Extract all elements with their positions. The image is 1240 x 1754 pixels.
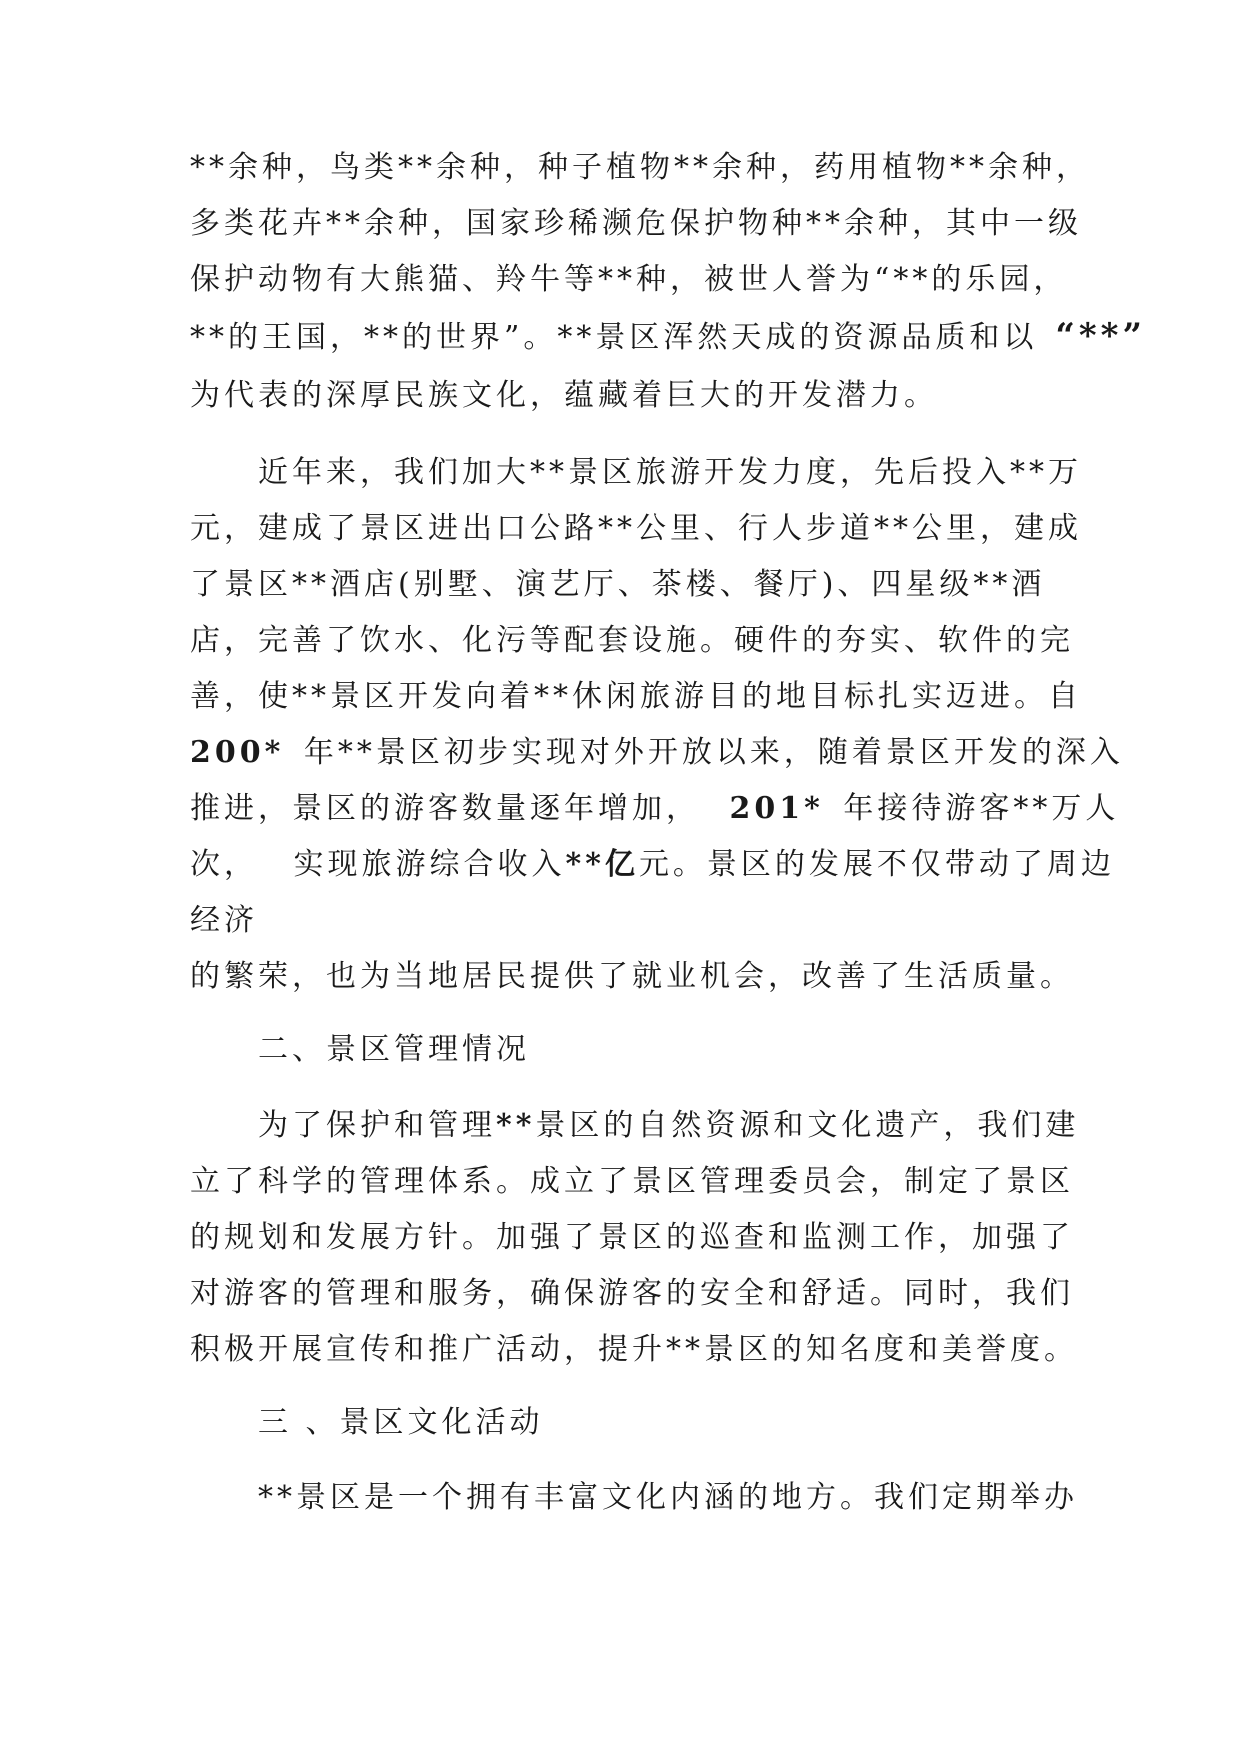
paragraph-line: 元，建成了景区进出口公路**公里、行人步道**公里，建成 (190, 511, 1082, 546)
paragraph-line: 善，使**景区开发向着**休闲旅游目的地目标扎实迈进。自 (190, 679, 1082, 714)
paragraph-line: 的规划和发展方针。加强了景区的巡查和监测工作，加强了 (190, 1220, 1074, 1255)
paragraph-line: 保护动物有大熊猫、羚牛等**种，被世人誉为“**的乐园， (190, 262, 1068, 297)
bold-quote: “**” (1055, 316, 1147, 356)
paragraph-line: 积极开展宣传和推广活动，提升**景区的知名度和美誉度。 (190, 1332, 1078, 1367)
text-segment: 实现旅游综合收入 (293, 847, 566, 882)
paragraph-line: 立了科学的管理体系。成立了景区管理委员会，制定了景区 (190, 1164, 1074, 1199)
paragraph-line: 了景区**酒店(别墅、演艺厅、茶楼、餐厅)、四星级**酒 (190, 567, 1046, 602)
bold-placeholder: ** (496, 1108, 536, 1143)
text-segment: 元。景区的发展不仅带动了周边 (638, 847, 1115, 882)
paragraph-line: **余种，鸟类**余种，种子植物**余种，药用植物**余种， (190, 150, 1090, 185)
paragraph-line (190, 735, 1124, 771)
section-heading: 二、景区管理情况 (258, 1032, 530, 1067)
paragraph-line: 近年来，我们加大**景区旅游开发力度，先后投入**万 (258, 455, 1082, 490)
paragraph-line: 的繁荣，也为当地居民提供了就业机会，改善了生活质量。 (190, 959, 1074, 994)
paragraph-line: 店，完善了饮水、化污等配套设施。硬件的夯实、软件的完 (190, 623, 1074, 658)
bold-year: 201* (729, 791, 824, 826)
paragraph-line: **景区是一个拥有丰富文化内涵的地方。我们定期举办 (258, 1480, 1078, 1515)
text-segment: 年**景区初步实现对外开放以来，随着景区开发的深入 (303, 735, 1124, 770)
paragraph-line: 多类花卉**余种，国家珍稀濒危保护物种**余种，其中一级 (190, 206, 1082, 241)
bold-amount: **亿 (565, 847, 639, 882)
paragraph-line (190, 791, 1119, 827)
section-heading: 三 、景区文化活动 (258, 1405, 544, 1440)
text-segment: **的王国，**的世界”。**景区浑然天成的资源品质和以 (190, 320, 1038, 355)
bold-year: 200* (190, 735, 285, 770)
paragraph-line (190, 847, 1115, 883)
paragraph-line: 经济 (190, 903, 258, 938)
paragraph-line: 为代表的深厚民族文化，蕴藏着巨大的开发潜力。 (190, 378, 938, 413)
text-segment: 为了保护和管理 (258, 1108, 496, 1143)
paragraph-line (190, 318, 1146, 356)
text-segment: 次， (190, 847, 258, 882)
paragraph-line (258, 1108, 1079, 1144)
text-segment: 年接待游客**万人 (843, 791, 1120, 826)
text-segment: 推进，景区的游客数量逐年增加， (190, 791, 700, 826)
text-segment: 景区的自然资源和文化遗产，我们建 (535, 1108, 1080, 1143)
paragraph-line: 对游客的管理和服务，确保游客的安全和舒适。同时，我们 (190, 1276, 1074, 1311)
